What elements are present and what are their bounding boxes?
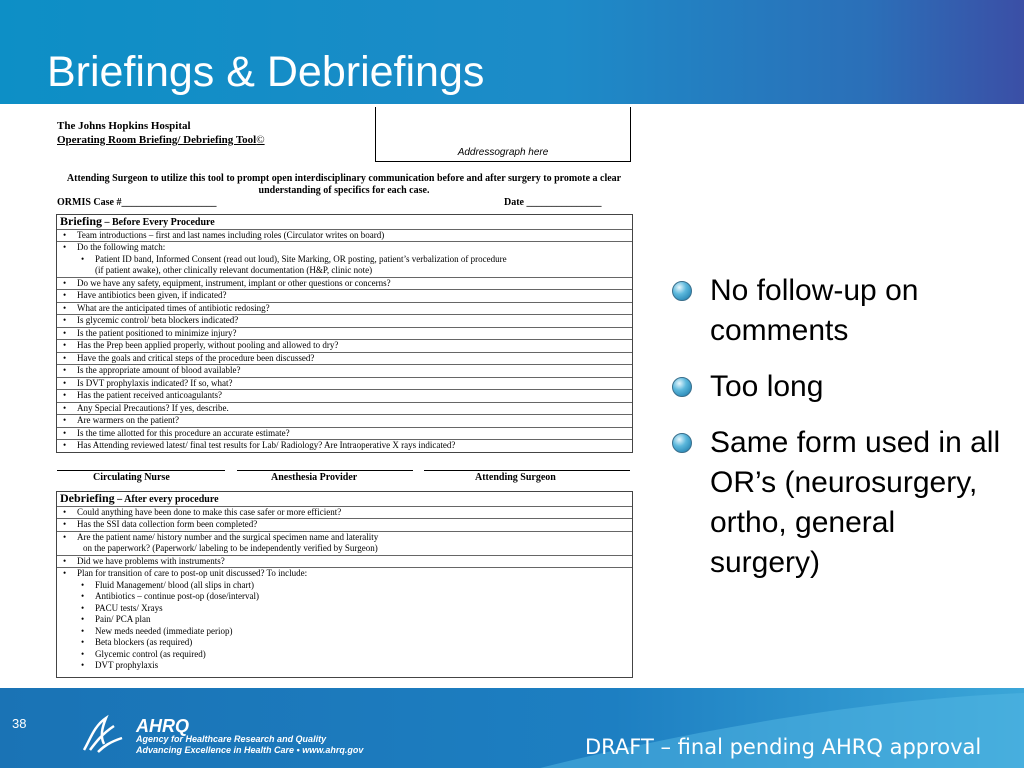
table-row	[57, 439, 632, 452]
bullet-dot-icon: •	[63, 290, 67, 300]
debriefing-item-cont: on the paperwork? (Paperwork/ labeling to be independently verified by Surgeon)	[83, 543, 378, 553]
table-row	[57, 567, 632, 677]
debriefing-item: Has the SSI data collection form been completed?	[77, 519, 258, 529]
bullet-dot-icon: •	[63, 327, 67, 338]
ahrq-logo	[80, 712, 364, 761]
table-row	[57, 402, 632, 415]
ahrq-name: AHRQ	[136, 716, 189, 736]
briefing-item: Do we have any safety, equipment, instrument, implant or other questions or concerns?	[77, 277, 391, 288]
briefing-item: Is the time allotted for this procedure an accurate estimate?	[77, 427, 290, 438]
plan-item: Fluid Management/ blood (all slips in chart)	[95, 579, 254, 590]
bullet-dot-icon: •	[63, 440, 67, 450]
plan-item: PACU tests/ Xrays	[95, 602, 163, 613]
briefing-item: Is the patient positioned to minimize injury?	[77, 327, 237, 338]
copyright-mark: ©	[256, 134, 265, 146]
signature-line	[57, 470, 225, 471]
debriefing-header-sub: – After every procedure	[114, 494, 219, 505]
signature-label: Anesthesia Provider	[271, 472, 358, 483]
hospital-name: The Johns Hopkins Hospital	[57, 120, 191, 132]
form-instructions: Attending Surgeon to utilize this tool to prompt open interdisciplinary communication before and after surgery to promote a clear understanding of specifics for each case.	[66, 173, 622, 196]
table-row	[57, 377, 632, 390]
table-row	[57, 314, 632, 327]
briefing-item: Has the patient received anticoagulants?	[77, 390, 222, 400]
briefing-item: Is the appropriate amount of blood available?	[77, 365, 241, 375]
briefing-form-image	[52, 104, 638, 700]
hhs-eagle-icon	[80, 712, 126, 756]
draft-notice: DRAFT – final pending AHRQ approval	[585, 735, 982, 759]
debriefing-item: Could anything have been done to make this case safer or more efficient?	[77, 506, 342, 517]
table-row	[57, 289, 632, 302]
briefing-item: Team introductions – first and last names including roles (Circulator writes on board)	[77, 229, 385, 240]
bullet-dot-icon: •	[63, 352, 67, 363]
table-row	[57, 327, 632, 340]
bullet-text: No follow-up on comments	[710, 274, 919, 347]
bullet-ball-icon	[672, 433, 692, 453]
briefing-item: Do the following match:	[77, 242, 166, 252]
bullet-item	[672, 271, 1012, 351]
bullet-dot-icon: •	[81, 625, 85, 636]
bullet-item	[672, 367, 1012, 407]
briefing-item: Is DVT prophylaxis indicated? If so, what?	[77, 377, 233, 388]
table-row	[57, 414, 632, 427]
signature-label: Circulating Nurse	[93, 472, 170, 483]
bullet-dot-icon: •	[63, 340, 67, 350]
plan-item: Glycemic control (as required)	[95, 648, 206, 659]
signature-label: Attending Surgeon	[475, 472, 556, 483]
table-row	[57, 506, 632, 519]
page-number: 38	[12, 716, 27, 731]
match-sub-item: Patient ID band, Informed Consent (read out loud), Site Marking, OR posting, patient’s verbalization of procedure	[95, 253, 507, 264]
debriefing-header	[57, 492, 632, 506]
plan-item: Beta blockers (as required)	[95, 637, 193, 647]
briefing-header-sub: – Before Every Procedure	[102, 217, 215, 228]
bullet-dot-icon: •	[63, 555, 67, 566]
bullet-dot-icon: •	[63, 519, 67, 529]
signature-line	[237, 470, 413, 471]
bullet-dot-icon: •	[81, 648, 85, 659]
date-field: Date _______________	[504, 197, 602, 208]
table-row	[57, 352, 632, 365]
table-row	[57, 277, 632, 290]
addressograph-label: Addressograph here	[457, 147, 549, 158]
table-row	[57, 364, 632, 377]
bullet-dot-icon: •	[63, 242, 67, 252]
plan-item: DVT prophylaxis	[95, 660, 159, 670]
briefing-header	[57, 215, 632, 229]
briefing-item: Have the goals and critical steps of the procedure been discussed?	[77, 352, 315, 363]
bullet-dot-icon: •	[81, 614, 85, 624]
ormis-case-field: ORMIS Case #___________________	[57, 197, 217, 208]
debriefing-item: Did we have problems with instruments?	[77, 555, 225, 566]
bullet-dot-icon: •	[63, 302, 67, 313]
plan-item: New meds needed (immediate periop)	[95, 625, 233, 636]
bullet-dot-icon: •	[63, 365, 67, 375]
table-row	[57, 555, 632, 568]
debriefing-table	[56, 491, 633, 678]
debriefing-header-title: Debriefing	[60, 491, 115, 505]
bullet-dot-icon: •	[63, 390, 67, 400]
briefing-item: Any Special Precautions? If yes, describe.	[77, 402, 229, 413]
bullet-text: Too long	[710, 370, 824, 403]
tool-name	[57, 134, 265, 146]
bullet-dot-icon: •	[81, 637, 85, 647]
bullet-list	[672, 271, 1012, 599]
table-row	[57, 229, 632, 242]
bullet-text: Same form used in all OR’s (neurosurgery, ortho, general surgery)	[710, 426, 1001, 579]
bullet-dot-icon: •	[63, 568, 67, 578]
bullet-dot-icon: •	[63, 315, 67, 325]
ahrq-tagline-2: Advancing Excellence in Health Care • www.ahrq.gov	[136, 745, 364, 755]
briefing-item: Is glycemic control/ beta blockers indicated?	[77, 315, 239, 325]
addressograph-box	[375, 107, 631, 162]
bullet-dot-icon: •	[81, 579, 85, 590]
bullet-ball-icon	[672, 281, 692, 301]
briefing-item: Has Attending reviewed latest/ final test results for Lab/ Radiology? Are Intraoperative X rays indicated?	[77, 440, 456, 450]
table-row	[57, 389, 632, 402]
table-row	[57, 302, 632, 315]
table-row	[57, 518, 632, 531]
match-sub-item-cont: (if patient awake), other clinically relevant documentation (H&P, clinic note)	[95, 265, 373, 275]
debriefing-item: Plan for transition of care to post-op unit discussed? To include:	[77, 568, 308, 578]
plan-item: Pain/ PCA plan	[95, 614, 151, 624]
bullet-dot-icon: •	[63, 531, 67, 542]
bullet-ball-icon	[672, 377, 692, 397]
bullet-dot-icon: •	[63, 402, 67, 413]
slide-title: Briefings & Debriefings	[47, 48, 485, 96]
table-row	[57, 241, 632, 277]
bullet-dot-icon: •	[63, 506, 67, 517]
table-row	[57, 339, 632, 352]
ahrq-tagline-1: Agency for Healthcare Research and Quality	[136, 734, 327, 744]
bullet-dot-icon: •	[81, 660, 85, 670]
briefing-item: Have antibiotics been given, if indicated?	[77, 290, 227, 300]
signature-line	[424, 470, 630, 471]
briefing-table	[56, 214, 633, 453]
plan-item: Antibiotics – continue post-op (dose/interval)	[95, 591, 259, 601]
briefing-item: What are the anticipated times of antibiotic redosing?	[77, 302, 270, 313]
bullet-dot-icon: •	[63, 377, 67, 388]
table-row	[57, 427, 632, 440]
bullet-dot-icon: •	[81, 591, 85, 601]
tool-name-text: Operating Room Briefing/ Debriefing Tool	[57, 134, 257, 146]
bullet-item	[672, 423, 1012, 583]
bullet-dot-icon: •	[63, 427, 67, 438]
bullet-dot-icon: •	[81, 602, 85, 613]
briefing-item: Has the Prep been applied properly, without pooling and allowed to dry?	[77, 340, 339, 350]
briefing-header-title: Briefing	[60, 214, 102, 228]
bullet-dot-icon: •	[63, 229, 67, 240]
briefing-item: Are warmers on the patient?	[77, 415, 179, 425]
bullet-dot-icon: •	[63, 277, 67, 288]
table-row	[57, 531, 632, 555]
bullet-dot-icon: •	[81, 253, 85, 264]
debriefing-item: Are the patient name/ history number and the surgical specimen name and laterality	[77, 531, 379, 542]
bullet-dot-icon: •	[63, 415, 67, 425]
